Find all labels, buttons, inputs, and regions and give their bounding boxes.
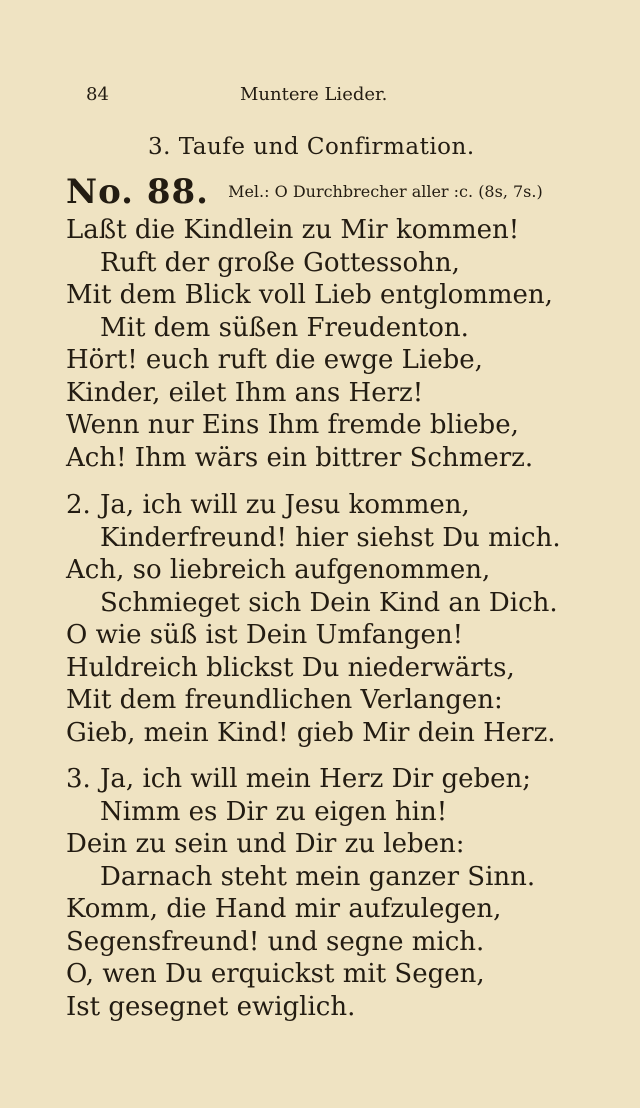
verse-3 [66,763,586,1023]
verse-line: Huldreich blickst Du niederwärts, [66,652,515,683]
verse-line: Kinderfreund! hier siehst Du mich. [100,522,561,553]
verse-line: O wie süß ist Dein Umfangen! [66,620,464,650]
verse-line: O, wen Du erquickst mit Segen, [66,959,485,989]
verse-line: Ach, so liebreich aufgenommen, [66,555,491,585]
verse-line: Mit dem süßen Freudenton. [100,312,469,343]
verse-line: Wenn nur Eins Ihm fremde bliebe, [66,410,519,440]
verse-2 [66,489,586,749]
verse-line: Ist gesegnet ewiglich. [66,991,356,1022]
verse-line: Nimm es Dir zu eigen hin! [100,796,448,827]
page-number: 84 [86,84,109,105]
verse-number: 2. [66,490,91,520]
verse-line: Kinder, eilet Ihm ans Herz! [66,377,424,408]
verse-line: Komm, die Hand mir aufzulegen, [66,894,502,924]
verse-line: Dein zu sein und Dir zu leben: [66,829,465,859]
verse-number: 3. [66,764,91,794]
verse-line: Ruft der große Gottessohn, [100,247,460,278]
section-heading: 3. Taufe und Confirmation. [148,134,475,160]
verse-line: Schmieget sich Dein Kind an Dich. [100,587,558,618]
verse-line: Hört! euch ruft die ewge Liebe, [66,345,483,375]
verse-line: Darnach steht mein ganzer Sinn. [100,861,536,892]
running-head: Muntere Lieder. [240,84,388,105]
verse-line: Gieb, mein Kind! gieb Mir dein Herz. [66,717,556,748]
page-header [0,84,640,108]
verse-line: Laßt die Kindlein zu Mir kommen! [66,215,520,245]
verse-line: Segensfreund! und segne mich. [66,926,485,957]
verse-1 [66,214,586,474]
hymn-number: No. 88. [66,172,209,212]
melody-reference: Mel.: O Durchbrecher aller :c. (8s, 7s.) [228,182,543,201]
verse-line: 2. Ja, ich will zu Jesu kommen, [66,490,470,520]
verse-line: Ach! Ihm wärs ein bittrer Schmerz. [66,442,534,473]
verse-line: Mit dem freundlichen Verlangen: [66,685,503,715]
verse-line: 3. Ja, ich will mein Herz Dir geben; [66,764,532,794]
verse-line: Mit dem Blick voll Lieb entglommen, [66,280,553,310]
hymn-heading [66,172,543,212]
